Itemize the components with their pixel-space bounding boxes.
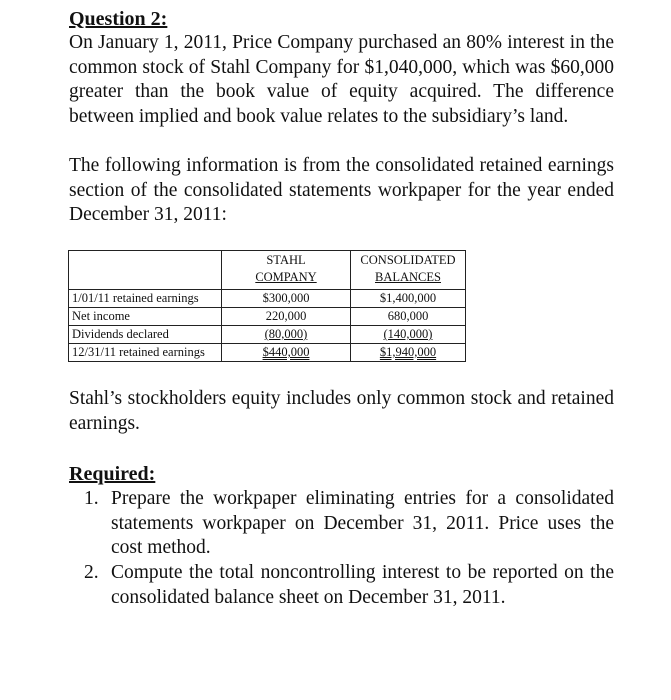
row-label: 12/31/11 retained earnings — [69, 344, 222, 362]
consolidated-value: 680,000 — [351, 308, 466, 326]
stahl-header-line2: COMPANY — [255, 270, 317, 284]
stahl-value: 220,000 — [222, 308, 351, 326]
required-heading: Required: — [69, 463, 156, 485]
list-item-number: 1. — [84, 488, 99, 509]
stahl-value: $300,000 — [222, 290, 351, 308]
retained-earnings-table — [68, 250, 466, 362]
table-row — [69, 290, 466, 308]
consolidated-header-line1: CONSOLIDATED — [360, 253, 456, 267]
row-label: Net income — [69, 308, 222, 326]
consolidated-value: $1,400,000 — [351, 290, 466, 308]
stahl-value: (80,000) — [222, 326, 351, 344]
list-item-text: Compute the total noncontrolling interest to be reported on the consolidated balance sheet on December 31, 2011. — [111, 562, 614, 608]
stahl-header-line1: STAHL — [266, 253, 306, 267]
table-header-row — [69, 251, 466, 290]
list-item — [84, 561, 614, 610]
row-label: 1/01/11 retained earnings — [69, 290, 222, 308]
row-label: Dividends declared — [69, 326, 222, 344]
consolidated-header-line2: BALANCES — [375, 270, 441, 284]
stahl-company-header — [222, 251, 351, 290]
question-heading: Question 2: — [69, 8, 168, 30]
list-item-text: Prepare the workpaper eliminating entries for a consolidated statements workpaper on December 31, 2011. Price uses the cost method. — [111, 488, 614, 559]
list-item — [84, 487, 614, 561]
header-blank-cell — [69, 251, 222, 290]
table-row — [69, 308, 466, 326]
equity-note-paragraph: Stahl’s stockholders equity includes only common stock and retained earnings. — [69, 388, 614, 434]
stahl-value: $440,000 — [222, 344, 351, 362]
table-row — [69, 344, 466, 362]
table-row — [69, 326, 466, 344]
intro-paragraph: On January 1, 2011, Price Company purchased an 80% interest in the common stock of Stahl Company for $1,040,000, which was $60,000 greater than the book value of equity acquired. The difference between implied and book value relates to the subsidiary’s land. — [69, 32, 614, 127]
consolidated-value: $1,940,000 — [351, 344, 466, 362]
table-intro-paragraph: The following information is from the consolidated retained earnings section of the consolidated statements workpaper for the year ended December 31, 2011: — [69, 155, 614, 226]
consolidated-balances-header — [351, 251, 466, 290]
list-item-number: 2. — [84, 562, 99, 583]
consolidated-value: (140,000) — [351, 326, 466, 344]
